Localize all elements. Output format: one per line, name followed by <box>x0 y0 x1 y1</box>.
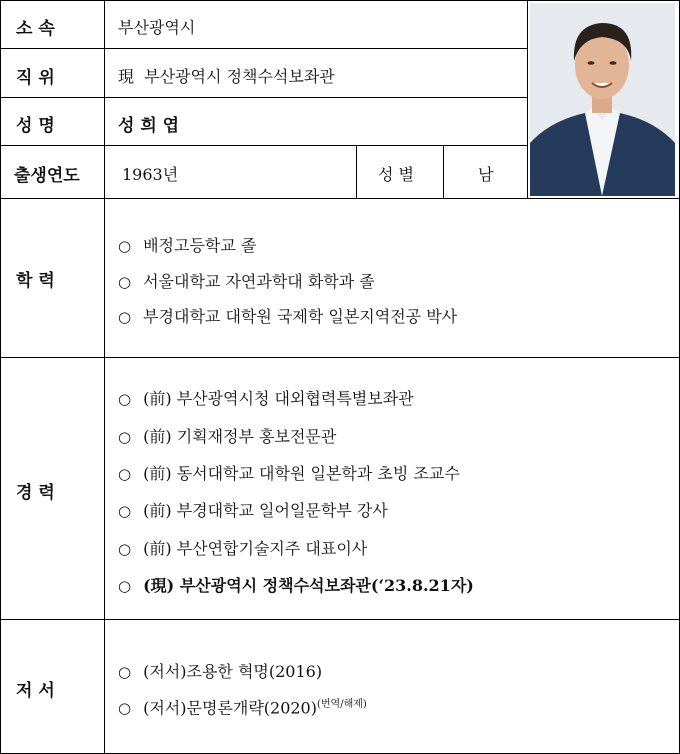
name-label: 성 명 <box>16 116 55 136</box>
career-item-current <box>118 573 474 596</box>
gender-value: 남 <box>478 165 494 184</box>
education-label: 학 력 <box>16 271 55 291</box>
career-text: 부산광역시청 대외협력특별보좌관 <box>176 389 414 408</box>
education-item <box>118 304 457 327</box>
career-label: 경 력 <box>16 483 55 503</box>
bullet-icon: ○ <box>118 308 132 326</box>
career-text: 부산광역시 정책수석보좌관(‘23.8.21자) <box>179 576 474 595</box>
writings-label: 저 서 <box>16 681 55 701</box>
career-text: 부경대학교 일어일문학부 강사 <box>176 501 388 520</box>
career-prefix: (前) <box>143 427 172 446</box>
career-item <box>118 461 460 484</box>
education-text: 서울대학교 자연과학대 화학과 졸 <box>143 272 375 291</box>
birth-year-label: 출생연도 <box>14 166 80 186</box>
career-item <box>118 536 367 559</box>
career-text: 부산연합기술지주 대표이사 <box>176 539 368 558</box>
name-value: 성 희 엽 <box>118 116 180 136</box>
writing-text: (저서)조용한 혁명(2016) <box>143 662 323 681</box>
position-label: 직 위 <box>16 68 55 88</box>
career-item <box>118 498 388 521</box>
gender-label: 성 별 <box>378 165 414 184</box>
bullet-icon: ○ <box>118 273 132 291</box>
career-prefix: (前) <box>143 539 172 558</box>
career-item <box>118 424 336 447</box>
affiliation-value: 부산광역시 <box>118 18 196 37</box>
writing-item <box>118 695 367 718</box>
bullet-icon: ○ <box>118 465 132 483</box>
position-value <box>118 64 335 87</box>
career-prefix: (現) <box>143 576 175 595</box>
career-prefix: (前) <box>143 501 172 520</box>
profile-photo <box>530 3 675 196</box>
person-portrait-icon <box>530 3 675 196</box>
bullet-icon: ○ <box>118 540 132 558</box>
position-text: 부산광역시 정책수석보좌관 <box>144 67 335 86</box>
bullet-icon: ○ <box>118 390 132 408</box>
career-prefix: (前) <box>143 464 172 483</box>
bullet-icon: ○ <box>118 577 132 595</box>
writing-note: (번역/해제) <box>316 699 367 710</box>
birth-year-value: 1963년 <box>122 165 179 184</box>
education-item <box>118 233 256 256</box>
bullet-icon: ○ <box>118 502 132 520</box>
writing-text: (저서)문명론개략(2020) <box>143 698 317 718</box>
bullet-icon: ○ <box>118 428 132 446</box>
position-prefix: 現 <box>118 67 135 86</box>
education-text: 부경대학교 대학원 국제학 일본지역전공 박사 <box>143 307 458 326</box>
career-item <box>118 386 414 409</box>
bullet-icon: ○ <box>118 699 132 718</box>
bullet-icon: ○ <box>118 237 132 255</box>
education-text: 배정고등학교 졸 <box>143 236 257 255</box>
career-text: 동서대학교 대학원 일본학과 초빙 조교수 <box>176 464 460 483</box>
affiliation-label: 소 속 <box>16 19 55 39</box>
career-prefix: (前) <box>143 389 172 408</box>
career-text: 기획재정부 홍보전문관 <box>176 427 337 446</box>
education-item <box>118 269 375 292</box>
bullet-icon: ○ <box>118 663 132 681</box>
writing-item <box>118 659 322 682</box>
